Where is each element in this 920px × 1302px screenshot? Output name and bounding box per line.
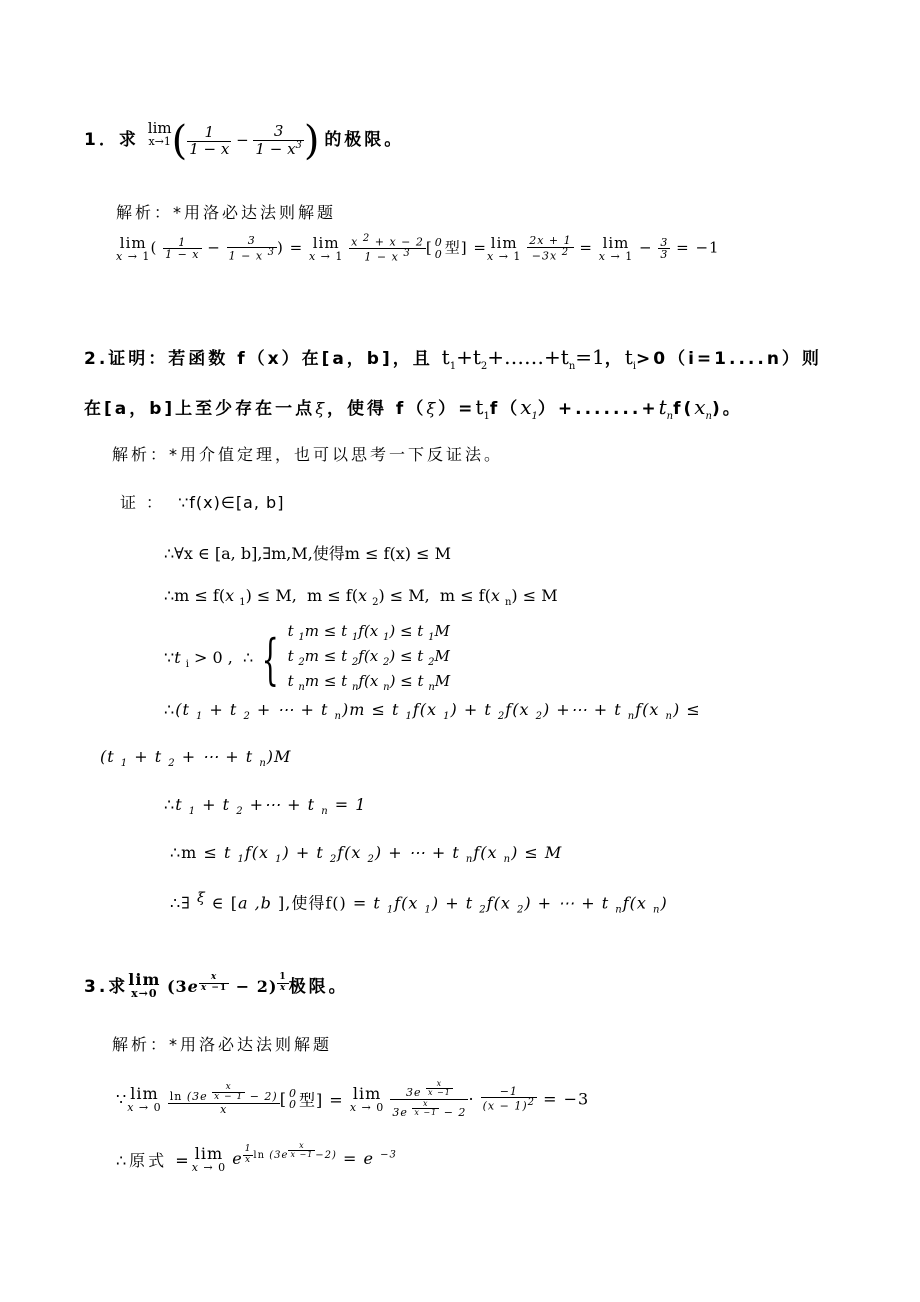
- problem1-title: [84, 118, 404, 164]
- problem1-suffix: 的极限。: [324, 130, 405, 150]
- problem1-solution: lim x → 1 ( $\frac{1}{1 - x}$ − $\frac{3}{1 - x ^3}$ ) = lim x → 1 $\frac{x ^2 + x - 2}{1 - x ^3}$ [ 0 0 型] = lim x → 1 $\frac{2x + 1}{-3x ^2}$ = lim x → 1 − $\frac{3}{3}$ = −1: [116, 233, 720, 264]
- problem3-step2: ∴原式 = lim x → 0 e $^{\frac{1}{x} ln (3e ^{\frac{x}{x -1}} -2)}$ = e $^{-3}$: [116, 1141, 397, 1175]
- problem3-analysis: 解析：*用洛必达法则解题: [112, 1035, 333, 1054]
- problem3-limit-expression: lim x→0 (3e $^{\frac{x}{x -1}}$ − 2) $^{\frac{1}{x}}$: [128, 970, 287, 1000]
- problem1-analysis: 解析：*用洛必达法则解题: [116, 203, 337, 222]
- problem2-proof-sum-one: ∴t $_1$ + t $_2$ +⋯ + t $_n$ = 1: [164, 795, 367, 818]
- problem1-label: 1．求: [84, 130, 139, 150]
- problem2-analysis: 解析：*用介值定理，也可以思考一下反证法。: [112, 445, 504, 464]
- problem2-proof-bound: ∴m ≤ t $_1$f(x $_1$) + t $_2$f(x $_2$) + ⋯ + t $_n$f(x $_n$) ≤ M: [170, 843, 563, 866]
- problem3-title: [84, 972, 349, 999]
- problem2-proof-line3: ∴m ≤ f(x $_1$) ≤ M, m ≤ f(x $_2$) ≤ M, m ≤ f(x $_n$) ≤ M: [164, 586, 558, 609]
- problem2-statement-line1: 2.证明：若函数 f（x）在[a，b]，且 $t_1+t_2+\dots\dots+t_n=1$，$t_i>0(i=1....n)$则: [84, 345, 822, 372]
- proof-label: 证：: [120, 493, 173, 512]
- problem1-limit-expression: lim x→1 ( $\frac{1}{1 - x}$ − $\frac{3}{1 - x^3}$ ): [147, 118, 320, 164]
- problem2-proof-system: ∵t $_i$ > 0 , ∴ { t $_1$m ≤ t $_1$f(x $_1$) ≤ t $_1$M t $_2$m ≤ t $_2$f(x $_2$) ≤ t $_2$M t $_n$m ≤ t $_n$f(x $_n$) ≤ t $_n$M: [164, 622, 451, 693]
- proof-continuous: ∵f(x)∈[a, b]: [178, 493, 285, 512]
- problem2-proof-sum-line: ∴(t $_1$ + t $_2$ + ⋯ + t $_n$)m ≤ t $_1$f(x $_1$) + t $_2$f(x $_2$) +⋯ + t $_n$f(x $_n$) ≤: [164, 700, 701, 723]
- problem2-proof-conclusion: ∴∃ $^\xi$ ∈ [a ,b ],使得f() = t $_1$f(x $_1$) + t $_2$f(x $_2$) + ⋯ + t $_n$f(x $_n$): [170, 890, 668, 916]
- problem3-step1: ∵ lim x → 0 ln (3e $^{\frac{x}{x - 1}}$ − 2) x [ 0 0 型] = lim x → 0 3e $^{\frac{x}{x -1}}$ 3e $^{\frac{x}{x -1}}$ − 2 · $\frac{-1}{(x - 1)^2}$ = −3: [116, 1079, 590, 1119]
- problem2-proof-line1: [120, 490, 284, 513]
- problem2-proof-sum-continued: (t $_1$ + t $_2$ + ⋯ + t $_n$)M: [100, 747, 292, 770]
- problem3-suffix: 极限。: [288, 977, 349, 997]
- problem2-statement-line2: 在[a，b]上至少存在一点ξ，使得 $f(\xi)=t_1f(x_1)+.......+t_nf(x_n)$。: [84, 395, 743, 422]
- problem2-proof-line2: ∴∀x ∈ [a, b],∃m,M,使得m ≤ f(x) ≤ M: [164, 544, 451, 563]
- problem3-label: 3.求: [84, 977, 129, 997]
